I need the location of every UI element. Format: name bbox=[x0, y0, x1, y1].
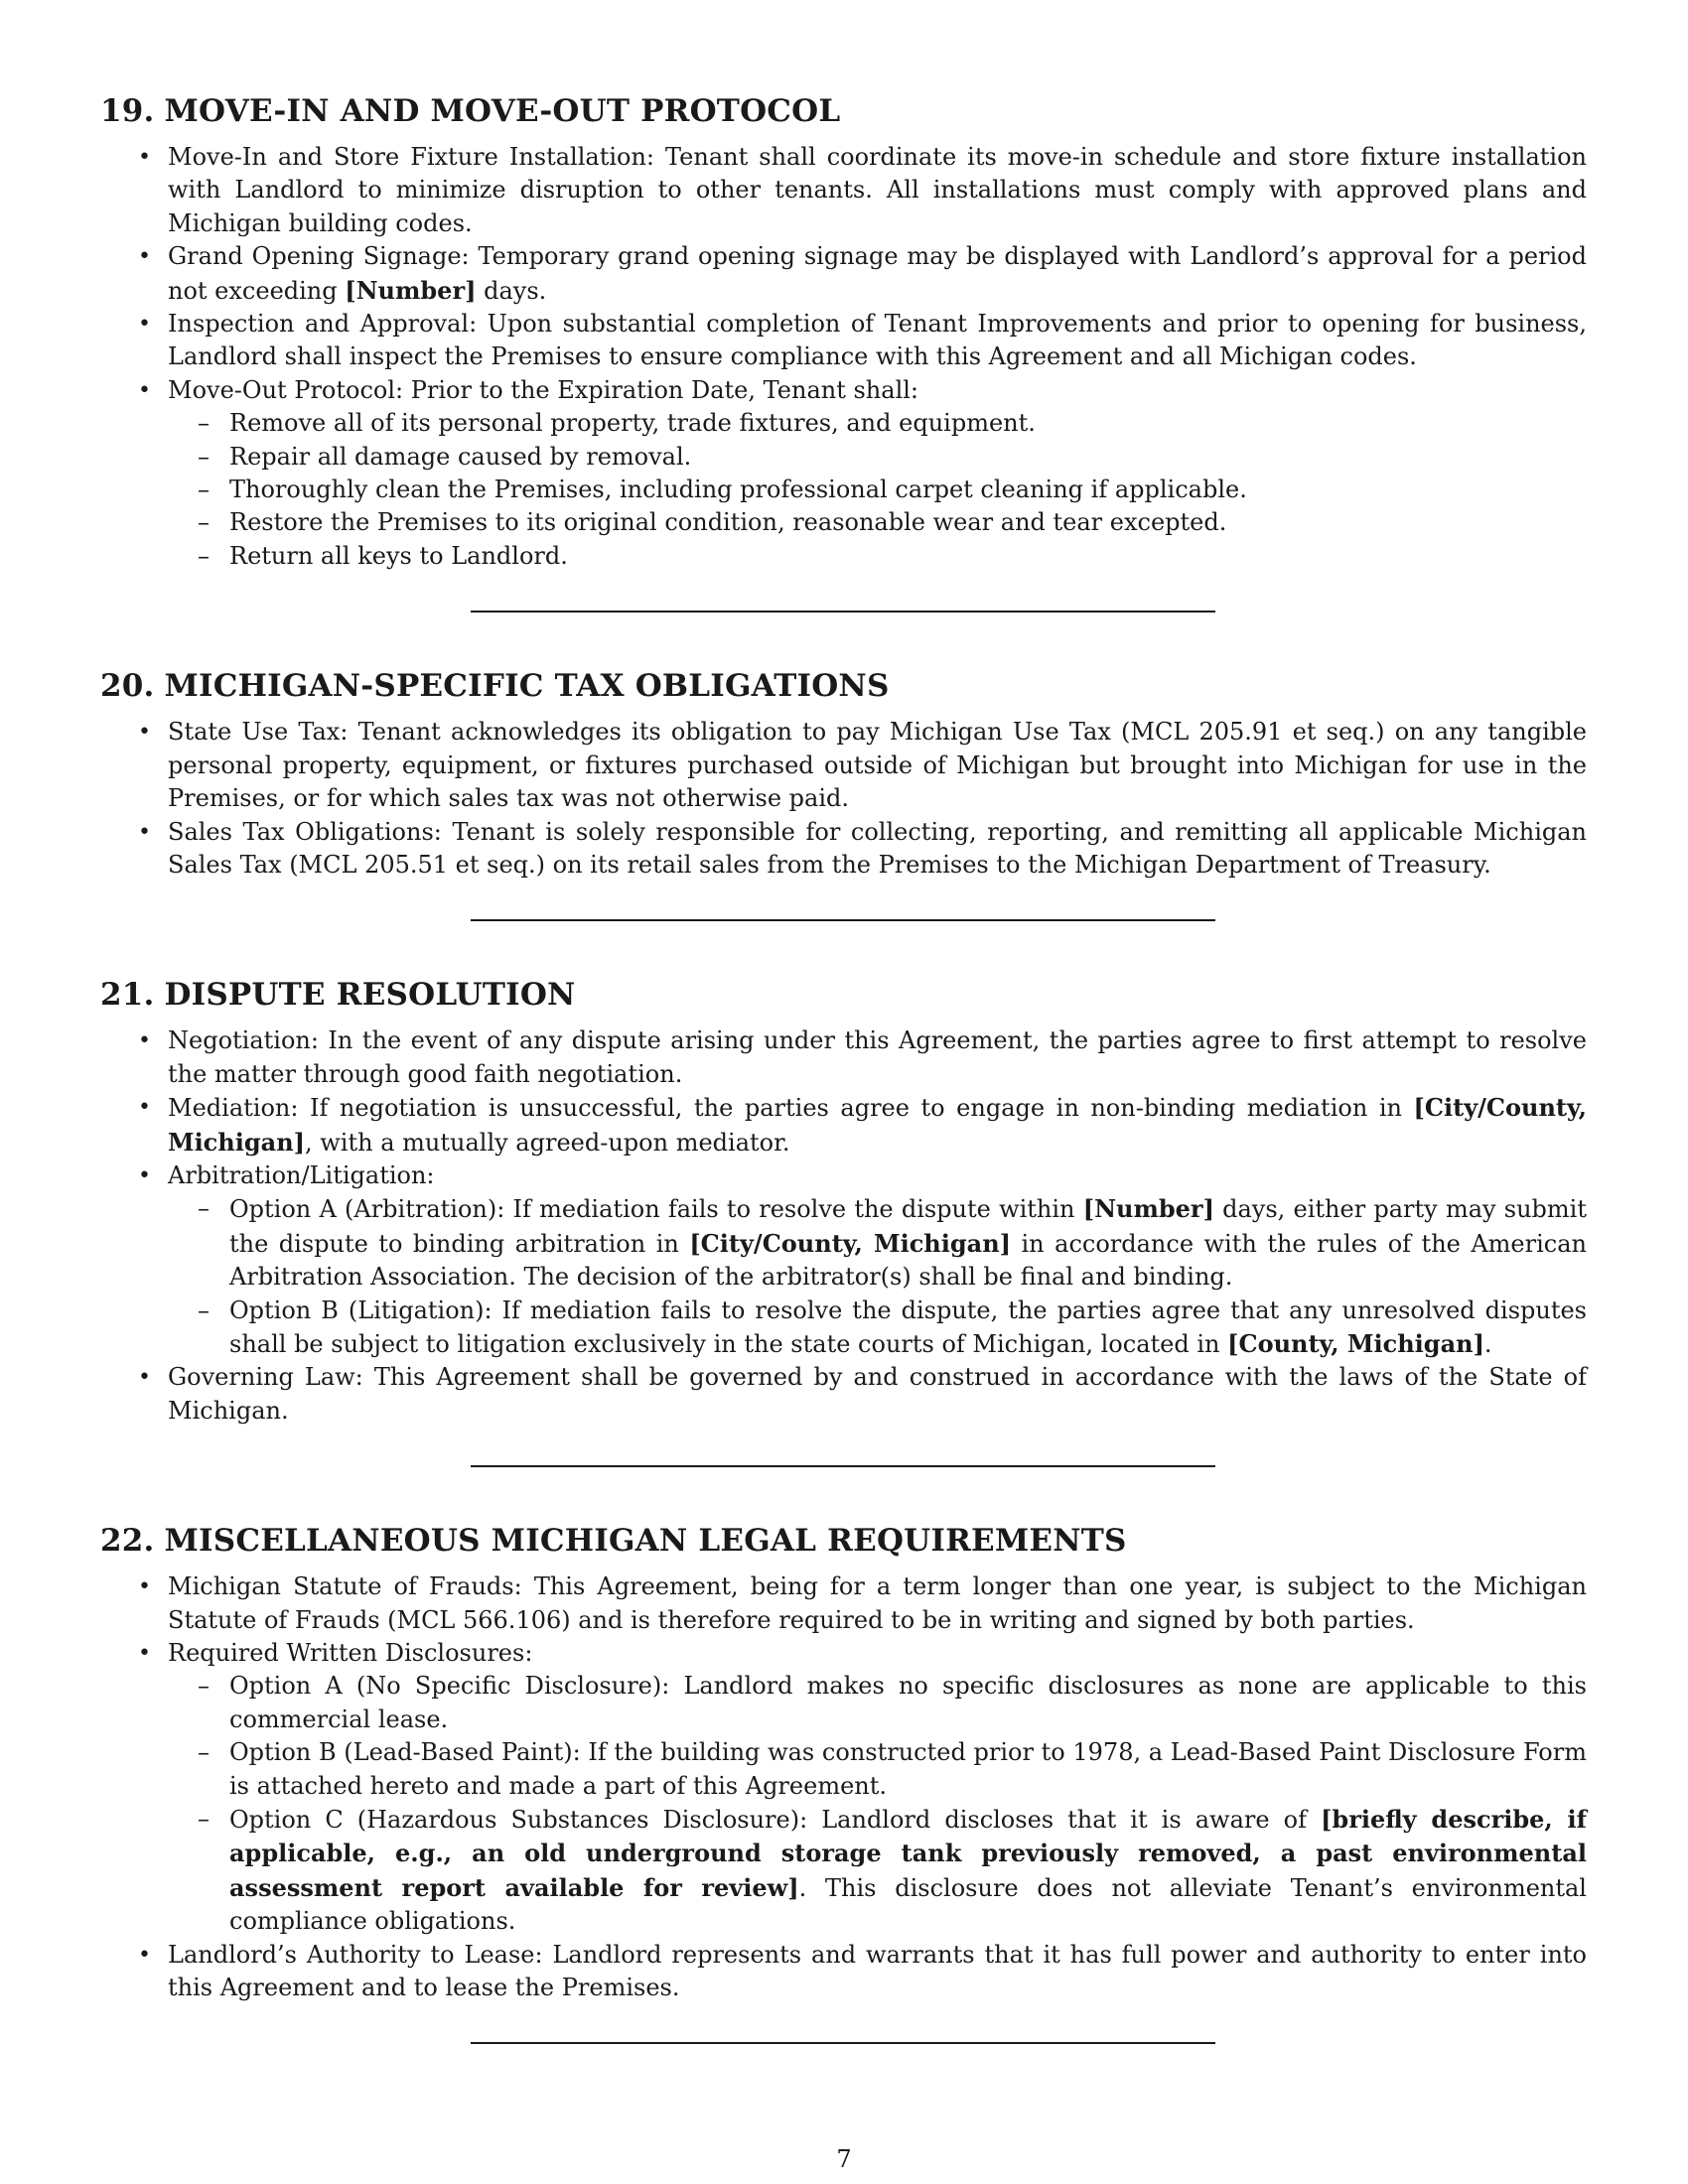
section-1 bbox=[100, 91, 1587, 573]
section-heading: MISCELLANEOUS MICHIGAN LEGAL REQUIREMENTS bbox=[164, 1523, 1127, 1560]
list-item bbox=[138, 1361, 1587, 1428]
bullet-list bbox=[100, 716, 1587, 882]
text-run: . bbox=[1483, 1329, 1492, 1358]
text-run: Option C (Hazardous Substances Disclosure): Landlord discloses that it is aware of bbox=[229, 1806, 1322, 1835]
sub-list-item bbox=[198, 506, 1587, 539]
dash-icon: – bbox=[198, 1738, 210, 1767]
sub-list-item bbox=[198, 407, 1587, 440]
sub-list-item bbox=[198, 441, 1587, 474]
placeholder-field: [City/County, Michigan] bbox=[168, 1093, 1587, 1157]
list-item bbox=[138, 240, 1587, 308]
text-run: Option A (No Specific Disclosure): Landlord makes no specific disclosures as none are applicable to this commercial lease. bbox=[229, 1672, 1587, 1733]
bullet-list bbox=[100, 141, 1587, 573]
list-item bbox=[138, 1939, 1587, 2005]
sub-list-item bbox=[198, 1803, 1588, 1939]
section-4 bbox=[100, 1521, 1587, 2004]
text-run: days, either party may submit the dispute to binding arbitration in bbox=[229, 1195, 1587, 1258]
section-heading: DISPUTE RESOLUTION bbox=[164, 977, 576, 1014]
bullet-icon: • bbox=[138, 312, 151, 338]
text-run: Thoroughly clean the Premises, including professional carpet cleaning if applicable. bbox=[229, 476, 1247, 504]
dash-icon: – bbox=[198, 476, 210, 504]
text-run: Michigan Statute of Frauds: This Agreement, being for a term longer than one year, is subject to the Michigan Statute of Frauds (MCL 566.106) and is therefore required to be in writing and signed by both parties. bbox=[168, 1572, 1587, 1634]
bullet-icon: • bbox=[138, 1162, 151, 1188]
text-run: Negotiation: In the event of any dispute arising under this Agreement, the parties agree to first attempt to resolve the matter through good faith negotiation. bbox=[168, 1026, 1587, 1088]
section-title bbox=[100, 975, 1587, 1015]
dash-icon: – bbox=[198, 1194, 210, 1223]
dash-icon: – bbox=[198, 409, 210, 438]
text-run: Repair all damage caused by removal. bbox=[229, 442, 692, 471]
section-heading: MOVE-IN AND MOVE-OUT PROTOCOL bbox=[164, 93, 841, 129]
section-number: 21. bbox=[100, 977, 155, 1014]
section-title bbox=[100, 666, 1587, 706]
text-run: Sales Tax Obligations: Tenant is solely responsible for collecting, reporting, and remitting all applicable Michigan Sales Tax (MCL 205.51 et seq.) on its retail sales from the Premises to the Michigan Department of Treasury. bbox=[168, 817, 1587, 879]
text-run: Return all keys to Landlord. bbox=[229, 541, 568, 570]
text-run: Move-In and Store Fixture Installation: Tenant shall coordinate its move-in schedule and store fixture installation with Landlord to minimize disruption to other tenants. All installations must comply with approved plans and Michigan building codes. bbox=[168, 143, 1587, 237]
text-run: Option A (Arbitration): If mediation fails to resolve the dispute within bbox=[229, 1195, 1083, 1224]
bullet-icon: • bbox=[138, 1641, 151, 1666]
sub-list-item bbox=[198, 1670, 1587, 1736]
section-divider bbox=[471, 919, 1215, 921]
text-run: Mediation: If negotiation is unsuccessful, the parties agree to engage in non-binding mediation in bbox=[168, 1094, 1414, 1123]
bullet-icon: • bbox=[138, 720, 151, 746]
bullet-icon: • bbox=[138, 244, 151, 270]
placeholder-field: [briefly describe, if applicable, e.g., an old underground storage tank previously removed, a past environmental assessment report available for review] bbox=[229, 1805, 1588, 1902]
list-item bbox=[138, 1637, 1588, 1939]
placeholder-field: [County, Michigan] bbox=[1227, 1328, 1484, 1358]
dash-icon: – bbox=[198, 1296, 210, 1324]
dash-icon: – bbox=[198, 1805, 210, 1834]
sub-list-item bbox=[198, 474, 1587, 506]
section-heading: MICHIGAN-SPECIFIC TAX OBLIGATIONS bbox=[164, 668, 890, 705]
bullet-icon: • bbox=[138, 1095, 151, 1121]
dash-icon: – bbox=[198, 508, 210, 537]
text-run: Governing Law: This Agreement shall be governed by and construed in accordance with the laws of the State of Michigan. bbox=[168, 1363, 1587, 1425]
text-run: days. bbox=[476, 276, 547, 305]
text-run: Remove all of its personal property, trade fixtures, and equipment. bbox=[229, 409, 1036, 438]
text-run: , with a mutually agreed-upon mediator. bbox=[305, 1128, 790, 1157]
text-run: Grand Opening Signage: Temporary grand opening signage may be displayed with Landlord’s approval for a period not exceeding bbox=[168, 242, 1587, 305]
list-item bbox=[138, 716, 1587, 815]
placeholder-field: [Number] bbox=[345, 275, 477, 305]
list-item bbox=[138, 1570, 1587, 1637]
list-item bbox=[138, 1024, 1587, 1091]
page-number: 7 bbox=[836, 2145, 852, 2173]
text-run: Option B (Litigation): If mediation fails to resolve the dispute, the parties agree that any unresolved disputes shall be subject to litigation exclusively in the state courts of Michigan, located in bbox=[229, 1296, 1587, 1358]
bullet-icon: • bbox=[138, 1574, 151, 1600]
section-title bbox=[100, 1521, 1587, 1561]
text-run: Required Written Disclosures: bbox=[168, 1639, 533, 1667]
section-number: 20. bbox=[100, 668, 155, 705]
bullet-icon: • bbox=[138, 1365, 151, 1391]
sub-list bbox=[168, 407, 1587, 573]
bullet-icon: • bbox=[138, 819, 151, 845]
bullet-icon: • bbox=[138, 145, 151, 170]
section-divider bbox=[471, 611, 1215, 613]
section-title bbox=[100, 91, 1587, 131]
bullet-list bbox=[100, 1570, 1587, 2004]
section-number: 19. bbox=[100, 93, 155, 129]
document-page bbox=[100, 91, 1587, 2098]
section-2 bbox=[100, 666, 1587, 882]
section-number: 22. bbox=[100, 1523, 155, 1560]
text-run: Inspection and Approval: Upon substantial completion of Tenant Improvements and prior to opening for business, Landlord shall inspect the Premises to ensure compliance with this Agreement and all Michigan codes. bbox=[168, 310, 1587, 371]
sub-list-item bbox=[198, 540, 1587, 573]
sub-list-item bbox=[198, 1192, 1587, 1294]
section-3 bbox=[100, 975, 1587, 1428]
section-divider bbox=[471, 2042, 1215, 2044]
placeholder-field: [Number] bbox=[1082, 1194, 1214, 1224]
text-run: Landlord’s Authority to Lease: Landlord represents and warrants that it has full power and authority to enter into this Agreement and to lease the Premises. bbox=[168, 1940, 1587, 2002]
text-run: State Use Tax: Tenant acknowledges its obligation to pay Michigan Use Tax (MCL 205.91 et seq.) on any tangible personal property, equipment, or fixtures purchased outside of Michigan but brought into Michigan for use in the Premises, or for which sales tax was not otherwise paid. bbox=[168, 718, 1587, 813]
list-item bbox=[138, 1091, 1587, 1160]
list-item bbox=[138, 1160, 1587, 1361]
text-run: Restore the Premises to its original condition, reasonable wear and tear excepted. bbox=[229, 508, 1227, 537]
dash-icon: – bbox=[198, 442, 210, 471]
bullet-list bbox=[100, 1024, 1587, 1428]
text-run: Option B (Lead-Based Paint): If the building was constructed prior to 1978, a Lead-Based Paint Disclosure Form is attached hereto and made a part of this Agreement. bbox=[229, 1738, 1587, 1800]
bullet-icon: • bbox=[138, 377, 151, 403]
sub-list bbox=[168, 1192, 1587, 1361]
list-item bbox=[138, 816, 1587, 883]
dash-icon: – bbox=[198, 541, 210, 570]
list-item bbox=[138, 141, 1587, 240]
list-item bbox=[138, 374, 1587, 573]
sub-list-item bbox=[198, 1736, 1587, 1803]
dash-icon: – bbox=[198, 1672, 210, 1701]
sub-list-item bbox=[198, 1295, 1587, 1362]
sub-list bbox=[168, 1670, 1587, 1938]
section-divider bbox=[471, 1465, 1215, 1467]
text-run: in accordance with the rules of the American Arbitration Association. The decision of the arbitrator(s) shall be final and binding. bbox=[229, 1229, 1587, 1292]
text-run: . This disclosure does not alleviate Tenant’s environmental compliance obligations. bbox=[229, 1873, 1587, 1936]
text-run: Move-Out Protocol: Prior to the Expiration Date, Tenant shall: bbox=[168, 375, 918, 404]
list-item bbox=[138, 308, 1587, 374]
bullet-icon: • bbox=[138, 1942, 151, 1968]
placeholder-field: [City/County, Michigan] bbox=[689, 1228, 1012, 1258]
text-run: Arbitration/Litigation: bbox=[168, 1160, 435, 1189]
bullet-icon: • bbox=[138, 1028, 151, 1054]
